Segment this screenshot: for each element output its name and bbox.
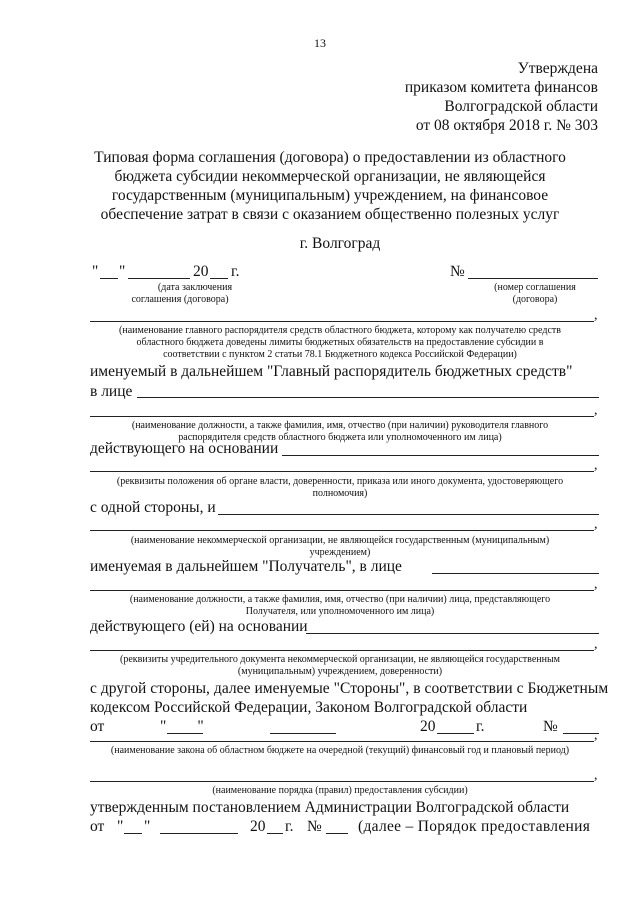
last-year-suffix: г.	[285, 818, 294, 835]
law-year-suffix: г.	[476, 718, 485, 735]
gr-name-field[interactable]	[90, 321, 594, 322]
last-from-label: от	[90, 818, 105, 835]
last-number-field[interactable]	[326, 833, 348, 834]
date-year-suffix: г.	[231, 263, 240, 280]
gr-caption-1: (наименование главного распорядителя средств областного бюджета, которому как получателю средств	[119, 325, 561, 336]
recipient-basis-field[interactable]	[306, 633, 599, 634]
law-day-field[interactable]	[167, 733, 203, 734]
date-year: 20	[193, 263, 209, 280]
gr-requisites-field[interactable]	[90, 471, 594, 472]
in-person-label: в лице	[90, 383, 133, 400]
last-day-field[interactable]	[124, 833, 142, 834]
last-number-sign: №	[307, 818, 322, 835]
approval-line-4: от 08 октября 2018 г. № 303	[415, 117, 598, 134]
date-quote-open: "	[92, 263, 99, 280]
date-quote-close: "	[119, 263, 126, 280]
recipient-position-caption-1: (наименование должности, а также фамилия, имя, отчество (при наличии) лица, представляющего	[129, 594, 551, 605]
title-line-3: государственным (муниципальным) учреждением, на финансовое	[111, 187, 549, 204]
page-number: 13	[314, 36, 326, 50]
nko-caption-1: (наименование некоммерческой организации, не являющейся государственным (муниципальным)	[130, 535, 550, 546]
named-gr: именуемый в дальнейшем "Главный распорядитель бюджетных средств"	[90, 363, 573, 380]
number-caption-1: (номер соглашения	[494, 282, 576, 293]
nko-name-field[interactable]	[90, 530, 594, 531]
agreement-number-field[interactable]	[468, 278, 598, 279]
date-month-field[interactable]	[128, 278, 190, 279]
position-caption-1: (наименование должности, а также фамилия, имя, отчество (при наличии) руководителя главного	[131, 420, 549, 431]
named-recipient: именуемая в дальнейшем "Получатель", в лице	[90, 558, 402, 575]
nko-caption-2: учреждением)	[309, 547, 371, 558]
approved-by-label: утвержденным постановлением Администрации Волгоградской области	[90, 799, 570, 816]
city: г. Волгоград	[299, 235, 381, 252]
acting-on-label-2: действующего (ей) на основании	[90, 618, 308, 635]
number-sign: №	[450, 263, 465, 280]
recipient-position-field[interactable]	[90, 590, 594, 591]
gr-position-field[interactable]	[90, 416, 594, 417]
gr-basis-field[interactable]	[282, 455, 599, 456]
last-year: 20	[250, 818, 266, 835]
position-caption-2: распорядителя средств областного бюджета или уполномоченного им лица)	[178, 432, 502, 443]
date-caption-1: (дата заключения	[157, 282, 233, 293]
comma: ,	[594, 308, 598, 323]
requisites-caption-2: полномочия)	[312, 488, 368, 499]
order-name-field[interactable]	[90, 781, 594, 782]
comma: ,	[594, 517, 598, 532]
founding-doc-field[interactable]	[90, 650, 594, 651]
law-name-field[interactable]	[90, 741, 594, 742]
one-side-field[interactable]	[218, 514, 599, 515]
recipient-position-caption-2: Получателя, или уполномоченного им лица)	[245, 606, 435, 617]
gr-caption-3: соответствии с пунктом 2 статьи 78.1 Бюджетного кодекса Российской Федерации)	[163, 349, 517, 360]
approval-line-1: Утверждена	[517, 60, 598, 77]
law-year-field[interactable]	[437, 733, 474, 734]
law-caption: (наименование закона об областном бюджете на очередной (текущий) финансовый год и плановый период)	[110, 745, 570, 756]
one-side-label: с одной стороны, и	[90, 499, 216, 516]
law-from-label: от	[90, 718, 105, 735]
requisites-caption-1: (реквизиты положения об органе власти, доверенности, приказа или иного документа, удостоверяющего	[116, 476, 564, 487]
number-caption-2: (договора)	[512, 294, 558, 305]
law-date-quotes: " "	[160, 718, 204, 735]
date-day-field[interactable]	[100, 278, 118, 279]
other-side-line-2: кодексом Российской Федерации, Законом Волгоградской области	[90, 699, 528, 716]
comma: ,	[594, 458, 598, 473]
comma: ,	[594, 728, 598, 743]
date-caption-2: соглашения (договора)	[131, 294, 229, 305]
law-number-sign: №	[543, 718, 558, 735]
title-line-4: обеспечение затрат в связи с оказанием общественно полезных услуг	[100, 206, 560, 223]
last-quote-close: "	[144, 818, 151, 835]
approval-line-3: Волгоградской области	[444, 98, 598, 115]
last-quote-open: "	[117, 818, 124, 835]
founding-doc-caption-2: (муниципальным) учреждением, доверенности)	[237, 666, 443, 677]
last-year-field[interactable]	[267, 833, 283, 834]
other-side-line-1: с другой стороны, далее именуемые "Стороны", в соответствии с Бюджетным	[90, 680, 609, 697]
founding-doc-caption-1: (реквизиты учредительного документа некоммерческой организации, не являющейся государственным	[119, 654, 561, 665]
acting-on-label: действующего на основании	[90, 440, 279, 457]
approval-line-2: приказом комитета финансов	[404, 79, 598, 96]
gr-caption-2: областного бюджета доведены лимиты бюджетных обязательств на предоставление субсидии в	[136, 337, 544, 348]
comma: ,	[594, 577, 598, 592]
recipient-person-field[interactable]	[432, 573, 599, 574]
title-line-2: бюджета субсидии некоммерческой организации, не являющейся	[114, 168, 546, 185]
comma: ,	[594, 637, 598, 652]
last-month-field[interactable]	[160, 833, 238, 834]
title-line-1: Типовая форма соглашения (договора) о предоставлении из областного	[94, 149, 566, 166]
comma: ,	[594, 768, 598, 783]
last-tail: (далее – Порядок предоставления	[358, 818, 591, 835]
date-year-field[interactable]	[210, 278, 228, 279]
law-month-field[interactable]	[270, 733, 336, 734]
gr-person-field[interactable]	[137, 397, 599, 398]
law-year: 20	[420, 718, 436, 735]
order-caption: (наименование порядка (правил) предоставления субсидии)	[212, 785, 468, 796]
comma: ,	[594, 403, 598, 418]
